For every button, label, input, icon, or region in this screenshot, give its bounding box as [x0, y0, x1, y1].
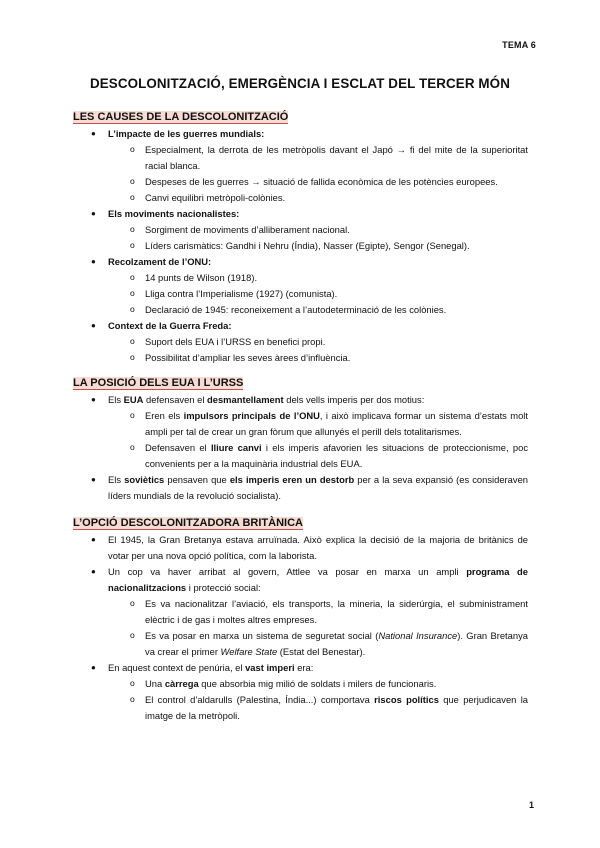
- sub-list-item: o Una càrrega que absorbia mig milió de soldats i milers de funcionaris.: [145, 676, 528, 692]
- sub-list-item: o Lliga contra l’Imperialisme (1927) (comunista).: [145, 286, 528, 302]
- section-heading-text: L’OPCIÓ DESCOLONITZADORA BRITÀNICA: [73, 517, 303, 529]
- page-title: DESCOLONITZACIÓ, EMERGÈNCIA I ESCLAT DEL TERCER MÓN: [90, 76, 510, 91]
- sub-list-item: o Despeses de les guerres → situació de fallida econòmica de les potències europees.: [145, 174, 528, 190]
- sub-list-item: o Possibilitat d’ampliar les seves àrees d’influència.: [145, 350, 528, 366]
- sub-list-item: o Eren els impulsors principals de l’ONU, i això implicava formar un sistema d’estats molt ampli per tal de crear un gran fòrum que allunyés el perill dels totalitarismes.: [145, 408, 528, 440]
- list-item: [108, 206, 528, 222]
- sub-list-item: o Defensaven el lliure canvi i els imperis afavorien les situacions de proteccionisme, poc convenients per a la maquinària industrial dels EUA.: [145, 440, 528, 472]
- list-item: [108, 254, 528, 270]
- sub-list-item: o Es va posar en marxa un sistema de seguretat social (National Insurance). Gran Bretanya va crear el primer Welfare State (Estat del Benestar).: [145, 628, 528, 660]
- sub-list-item: o Suport dels EUA i l’URSS en benefici propi.: [145, 334, 528, 350]
- sub-list-item: o Canvi equilibri metròpoli-colònies.: [145, 190, 528, 206]
- section-heading-causes: [72, 110, 289, 124]
- topic-label: TEMA 6: [502, 40, 536, 50]
- list-item-text: Recolzament de l’ONU:: [108, 256, 212, 267]
- section-causes: [0, 126, 600, 366]
- list-item: [108, 318, 528, 334]
- sub-list-item: o Declaració de 1945: reconeixement a l’autodeterminació de les colònies.: [145, 302, 528, 318]
- section-heading-text: LA POSICIÓ DELS EUA I L’URSS: [73, 377, 244, 389]
- list-item: ● Un cop va haver arribat al govern, Attlee va posar en marxa un ampli programa de nacionalitzacions i protecció social:: [108, 564, 528, 596]
- sub-list-item: o Especialment, la derrota de les metròpolis davant el Japó → fi del mite de la superioritat racial blanca.: [145, 142, 528, 174]
- list-item: ● Els soviètics pensaven que els imperis eren un destorb per a la seva expansió (es consideraven líders mundials de la revolució socialista).: [108, 472, 528, 504]
- section-heading-usa-ussr: [72, 376, 244, 390]
- sub-list-item: o Líders carismàtics: Gandhi i Nehru (Índia), Nasser (Egipte), Sengor (Senegal).: [145, 238, 528, 254]
- section-heading-british: [72, 516, 304, 530]
- list-item-text: Context de la Guerra Freda:: [108, 320, 232, 331]
- section-heading-text: LES CAUSES DE LA DESCOLONITZACIÓ: [73, 111, 289, 123]
- sub-list-item: o 14 punts de Wilson (1918).: [145, 270, 528, 286]
- section-british: [0, 532, 600, 724]
- list-item-text: Els moviments nacionalistes:: [108, 208, 240, 219]
- page-number: 1: [528, 800, 534, 810]
- list-item-text: L’impacte de les guerres mundials:: [108, 128, 265, 139]
- sub-list-item: o Es va nacionalitzar l’aviació, els transports, la mineria, la siderúrgia, el subministrament elèctric i de gas i moltes altres empreses.: [145, 596, 528, 628]
- list-item: ● Els EUA defensaven el desmantellament dels vells imperis per dos motius:: [108, 392, 528, 408]
- list-item: [108, 126, 528, 142]
- list-item: ● El 1945, la Gran Bretanya estava arruïnada. Això explica la decisió de la majoria de britànics de votar per una nova opció política, com la laborista.: [108, 532, 528, 564]
- sub-list-item: o El control d’aldarulls (Palestina, Índia...) comportava riscos polítics que perjudicaven la imatge de la metròpoli.: [145, 692, 528, 724]
- sub-list-item: o Sorgiment de moviments d’alliberament nacional.: [145, 222, 528, 238]
- section-usa-ussr: [0, 392, 600, 504]
- list-item: ● En aquest context de penúria, el vast imperi era:: [108, 660, 528, 676]
